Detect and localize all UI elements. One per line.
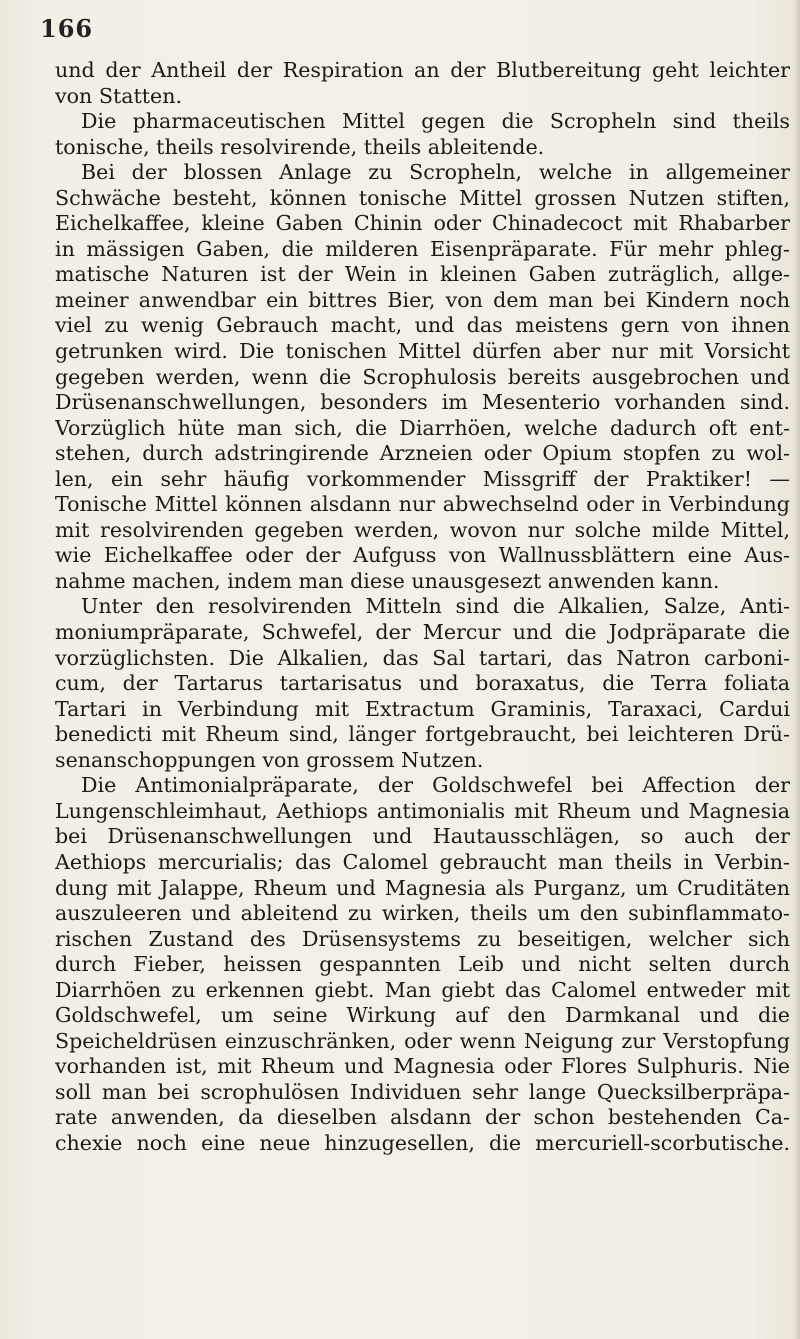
text-line: len, ein sehr häufig vorkommender Missgriff der Praktiker! — [55,466,790,491]
text-line: Diarrhöen zu erkennen giebt. Man giebt das Calomel entweder mit [55,977,790,1002]
body-text [55,58,790,1157]
paragraph-start-line: Bei der blossen Anlage zu Scropheln, welche in allgemeiner [81,160,790,185]
text-line: viel zu wenig Gebrauch macht, und das meistens gern von ihnen [55,313,790,338]
text-line: von Statten. [55,83,183,108]
paragraph-start-line: Unter den resolvirenden Mitteln sind die Alkalien, Salze, Anti- [81,594,790,619]
text-line: vorhanden ist, mit Rheum und Magnesia oder Flores Sulphuris. Nie [55,1054,790,1079]
text-line: Vorzüglich hüte man sich, die Diarrhöen, welche dadurch oft ent- [55,415,790,440]
text-line: vorzüglichsten. Die Alkalien, das Sal tartari, das Natron carboni- [55,645,790,670]
text-line: senanschoppungen von grossem Nutzen. [55,747,484,772]
text-line: bei Drüsenanschwellungen und Hautausschlägen, so auch der [55,824,790,849]
text-line: matische Naturen ist der Wein in kleinen Gaben zuträglich, allge- [55,262,790,287]
text-line: chexie noch eine neue hinzugesellen, die mercuriell-scorbutische. [55,1130,790,1155]
text-line: Tonische Mittel können alsdann nur abwechselnd oder in Verbindung [55,492,790,517]
text-line: Goldschwefel, um seine Wirkung auf den Darmkanal und die [55,1003,790,1028]
text-line: Speicheldrüsen einzuschränken, oder wenn Neigung zur Verstopfung [55,1028,790,1053]
text-line: auszuleeren und ableitend zu wirken, theils um den subinflammato- [55,901,790,926]
text-line: benedicti mit Rheum sind, länger fortgebraucht, bei leichteren Drü- [55,722,790,747]
text-line: gegeben werden, wenn die Scrophulosis bereits ausgebrochen und [55,364,790,389]
text-line: Eichelkaffee, kleine Gaben Chinin oder Chinadecoct mit Rhabarber [55,211,790,236]
text-line: Aethiops mercurialis; das Calomel gebraucht man theils in Verbin- [55,849,790,874]
text-line: stehen, durch adstringirende Arzneien oder Opium stopfen zu wol- [55,441,790,466]
text-line: meiner anwendbar ein bittres Bier, von dem man bei Kindern noch [55,287,790,312]
text-line: dung mit Jalappe, Rheum und Magnesia als Purganz, um Cruditäten [55,875,790,900]
page-number: 166 [40,14,94,43]
text-line: und der Antheil der Respiration an der Blutbereitung geht leichter [55,58,790,82]
text-line: moniumpräparate, Schwefel, der Mercur und die Jodpräparate die [55,620,790,645]
text-line: soll man bei scrophulösen Individuen sehr lange Quecksilberpräpa- [55,1079,790,1104]
text-line: in mässigen Gaben, die milderen Eisenpräparate. Für mehr phleg- [55,236,790,261]
text-line: rate anwenden, da dieselben alsdann der schon bestehenden Ca- [55,1105,790,1130]
text-line: mit resolvirenden gegeben werden, wovon nur solche milde Mittel, [55,517,790,542]
text-line: Schwäche besteht, können tonische Mittel grossen Nutzen stiften, [55,185,790,210]
text-line: getrunken wird. Die tonischen Mittel dürfen aber nur mit Vorsicht [55,339,790,364]
text-line: nahme machen, indem man diese unausgesezt anwenden kann. [55,568,720,593]
page-edge-shadow [794,0,800,1339]
text-line: Drüsenanschwellungen, besonders im Mesenterio vorhanden sind. [55,390,790,415]
text-line: rischen Zustand des Drüsensystems zu beseitigen, welcher sich [55,926,790,951]
text-line: Lungenschleimhaut, Aethiops antimonialis mit Rheum und Magnesia [55,798,790,823]
text-line: cum, der Tartarus tartarisatus und boraxatus, die Terra foliata [55,671,790,696]
text-line: Tartari in Verbindung mit Extractum Graminis, Taraxaci, Cardui [55,696,790,721]
paragraph-start-line: Die Antimonialpräparate, der Goldschwefel bei Affection der [81,773,790,798]
text-line: tonische, theils resolvirende, theils ableitende. [55,134,545,159]
text-line: durch Fieber, heissen gespannten Leib und nicht selten durch [55,952,790,977]
paragraph-start-line: Die pharmaceutischen Mittel gegen die Scropheln sind theils [81,109,790,134]
text-line: wie Eichelkaffee oder der Aufguss von Wallnussblättern eine Aus- [55,543,790,568]
